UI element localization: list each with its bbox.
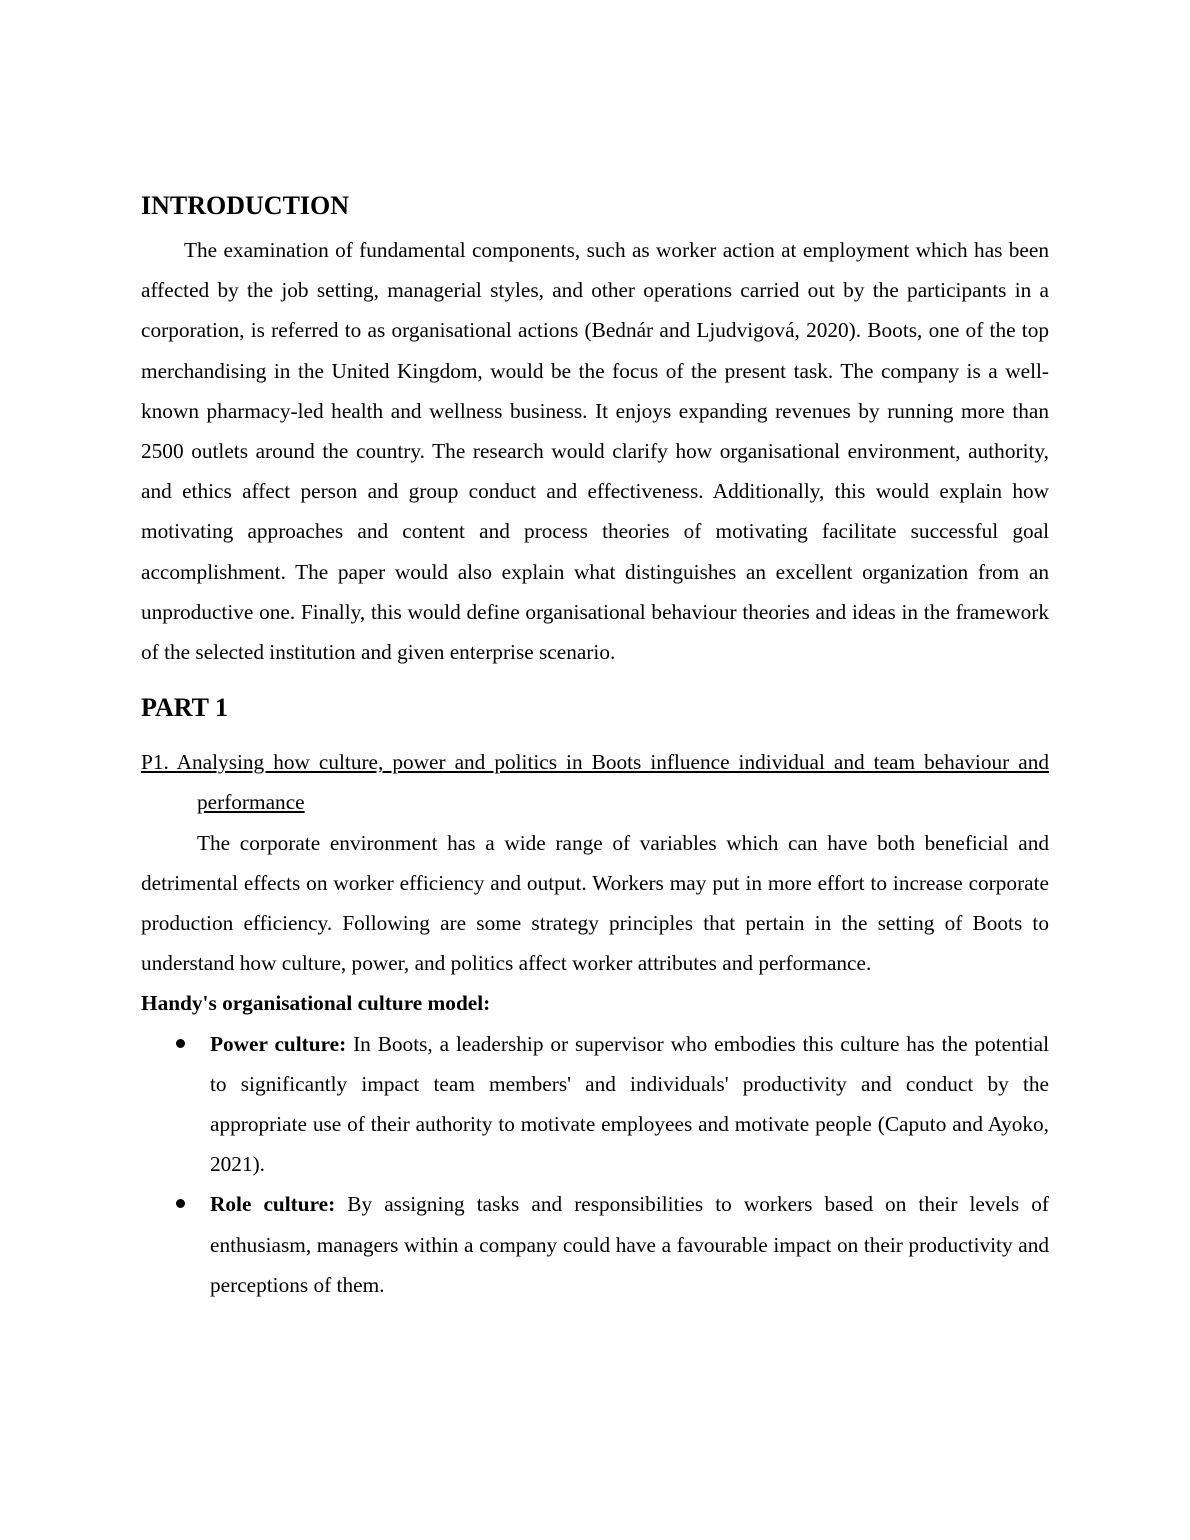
document-page: [141, 188, 1049, 1305]
p1-paragraph: The corporate environment has a wide range of variables which can have both beneficial and detrimental effects on worker efficiency and output. Workers may put in more effort to increase corporate production efficiency. Following are some strategy principles that pertain in the setting of Boots to understand how culture, power, and politics affect worker attributes and performance.: [141, 830, 1049, 976]
bullet-lead: Power culture:: [210, 1031, 347, 1056]
list-item: [141, 1024, 1049, 1185]
introduction-heading: INTRODUCTION: [141, 191, 350, 220]
culture-model-heading: Handy's organisational culture model:: [141, 991, 491, 1016]
bullet-text: In Boots, a leadership or supervisor who embodies this culture has the potential to significantly impact team members' and individuals' productivity and conduct by the appropriate use of their authority to motivate employees and motivate people (Caputo and Ayoko, 2021).: [210, 1031, 1049, 1177]
bullet-lead: Role culture:: [210, 1192, 336, 1217]
bullet-icon: [176, 1199, 185, 1208]
p1-section-title: P1. Analysing how culture, power and politics in Boots influence individual and team behaviour and performance: [141, 750, 1049, 815]
culture-bullet-list: [141, 1024, 1049, 1305]
part-1-heading: PART 1: [141, 693, 228, 723]
list-item: [141, 1184, 1049, 1305]
bullet-icon: [176, 1039, 185, 1048]
bullet-text: By assigning tasks and responsibilities to workers based on their levels of enthusiasm, managers within a company could have a favourable impact on their productivity and perceptions of them.: [210, 1192, 1049, 1297]
introduction-paragraph: The examination of fundamental components, such as worker action at employment which has been affected by the job setting, managerial styles, and other operations carried out by the participants in a corporation, is referred to as organisational actions (Bednár and Ljudvigová, 2020). Boots, one of the top merchandising in the United Kingdom, would be the focus of the present task. The company is a well-known pharmacy-led health and wellness business. It enjoys expanding revenues by running more than 2500 outlets around the country. The research would clarify how organisational environment, authority, and ethics affect person and group conduct and effectiveness. Additionally, this would explain how motivating approaches and content and process theories of motivating facilitate successful goal accomplishment. The paper would also explain what distinguishes an excellent organization from an unproductive one. Finally, this would define organisational behaviour theories and ideas in the framework of the selected institution and given enterprise scenario.: [141, 238, 1049, 665]
